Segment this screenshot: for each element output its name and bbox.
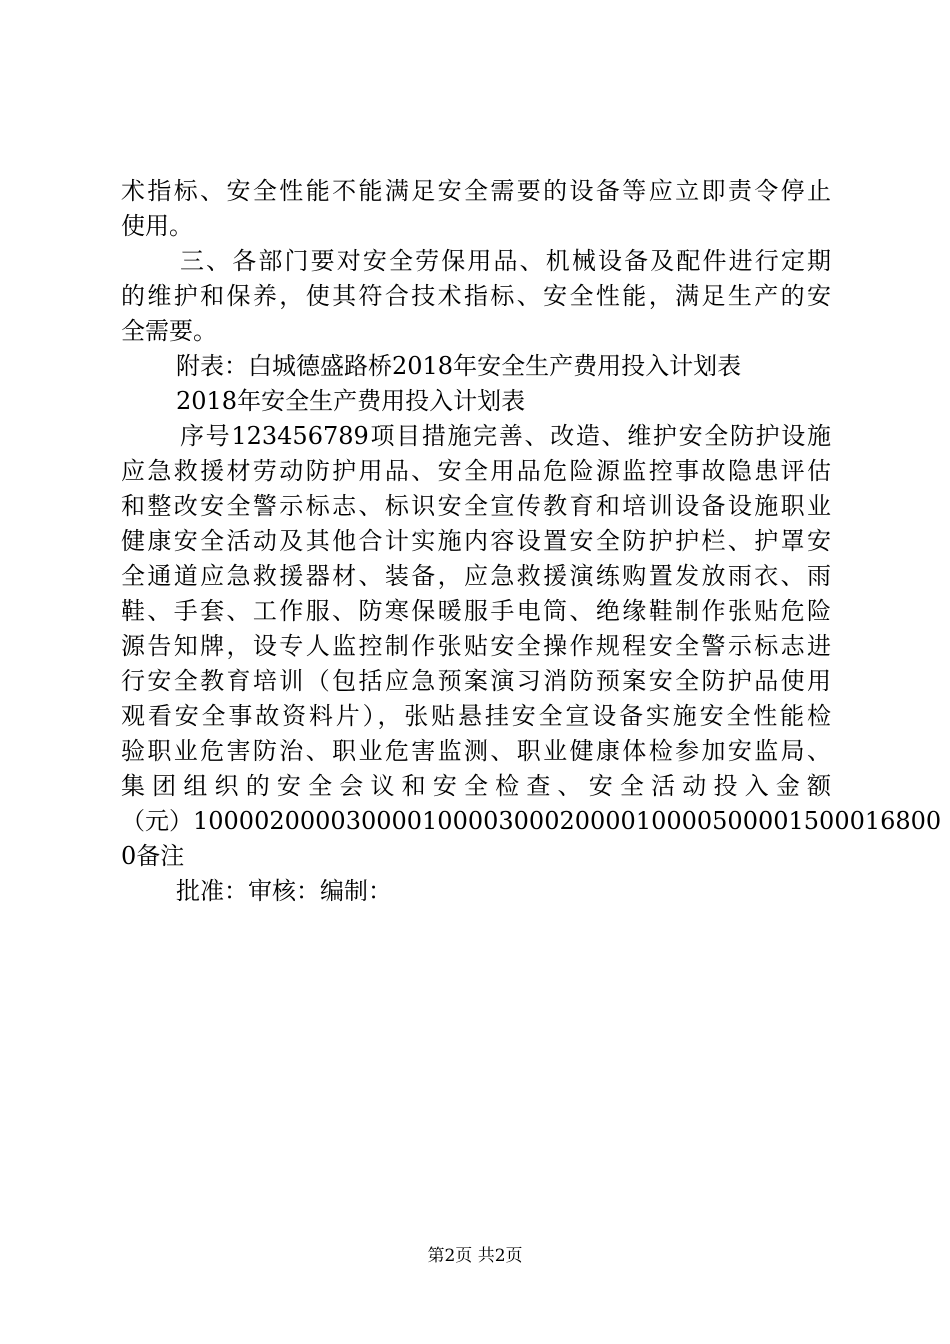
table-title: 2018年安全生产费用投入计划表 — [176, 387, 526, 415]
text-line: 行安全教育培训（包括应急预案演习消防预案安全防护品使用 — [121, 667, 831, 695]
appendix-title: 附表：白城德盛路桥2018年安全生产费用投入计划表 — [176, 352, 742, 380]
text-line: 三、各部门要对安全劳保用品、机械设备及配件进行定期 — [180, 247, 831, 275]
text-line: 集团组织的安全会议和安全检查、安全活动投入金额 — [121, 772, 831, 800]
text-line: 源告知牌，设专人监控制作张贴安全操作规程安全警示标志进 — [121, 632, 831, 660]
text-line: 观看安全事故资料片），张贴悬挂安全宣设备实施安全性能检 — [121, 702, 831, 730]
text-line: 和整改安全警示标志、标识安全宣传教育和培训设备设施职业 — [121, 492, 831, 520]
text-line: 0备注 — [121, 842, 185, 870]
text-line: 全需要。 — [121, 317, 217, 345]
text-line: 的维护和保养，使其符合技术指标、安全性能，满足生产的安 — [121, 282, 831, 310]
text-line: 鞋、手套、工作服、防寒保暖服手电筒、绝缘鞋制作张贴危险 — [121, 597, 831, 625]
text-line: 序号123456789项目措施完善、改造、维护安全防护设施 — [180, 422, 831, 450]
text-line: 使用。 — [121, 212, 193, 240]
text-line: 应急救援材劳动防护用品、安全用品危险源监控事故隐患评估 — [121, 457, 831, 485]
document-body — [121, 174, 942, 909]
text-line: （元）100002000030000100003000200001000050000150001680​0 — [121, 807, 942, 835]
page-number: 第2页 共2页 — [427, 1246, 523, 1266]
text-line: 术指标、安全性能不能满足安全需要的设备等应立即责令停止 — [121, 177, 831, 205]
text-line: 验职业危害防治、职业危害监测、职业健康体检参加安监局、 — [121, 737, 831, 765]
text-line: 全通道应急救援器材、装备，应急救援演练购置发放雨衣、雨 — [121, 562, 831, 590]
text-line: 健康安全活动及其他合计实施内容设置安全防护护栏、护罩安 — [121, 527, 831, 555]
signature-line: 批准：审核：编制： — [176, 877, 392, 905]
